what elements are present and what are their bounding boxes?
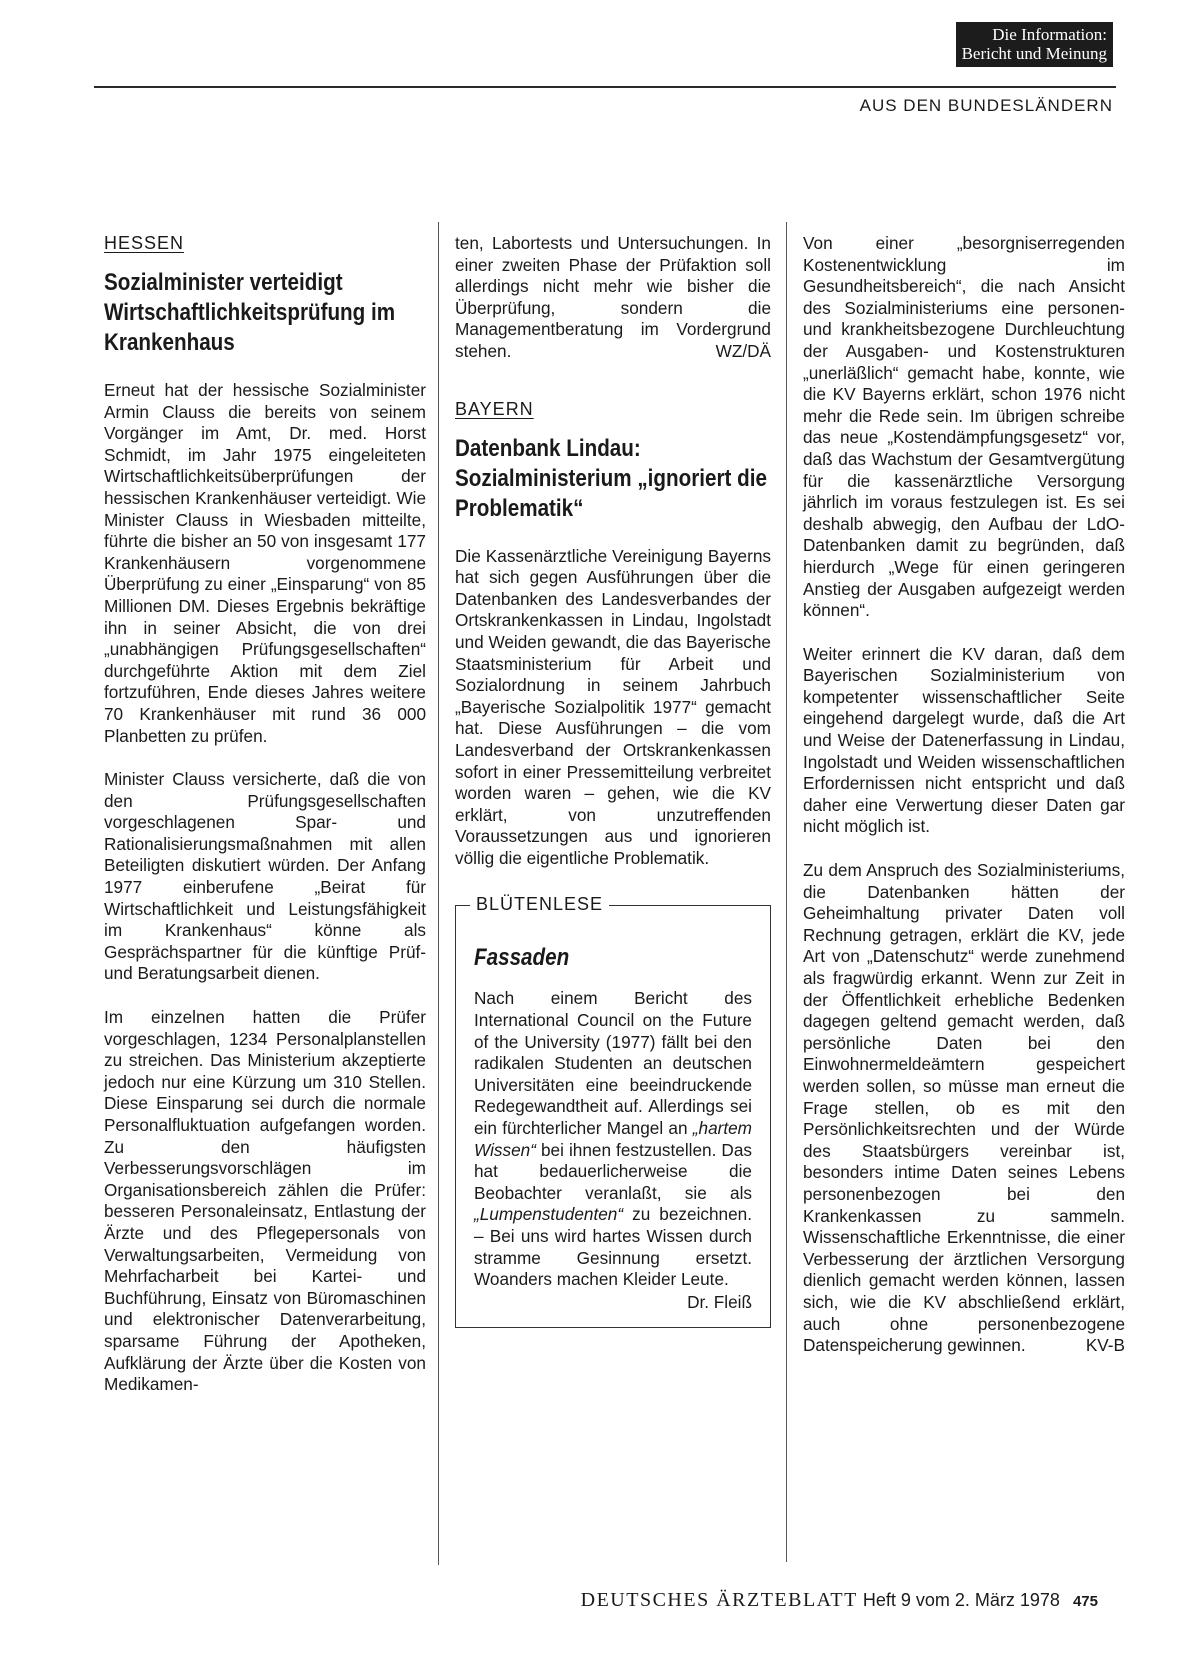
journal-name: DEUTSCHES ÄRZTEBLATT [580, 1589, 858, 1611]
bluetenlese-text [474, 988, 752, 1290]
column-3 [803, 233, 1125, 1379]
bluetenlese-text-part: Nach einem Bericht des International Council on the Future of the University (1977) fällt bei den radikalen Studenten an deutschen Universitäten eine beeindruckende Redegewandtheit auf. Allerdings sei ein fürchterlicher Mangel an [474, 988, 752, 1139]
paragraph [803, 860, 1125, 1357]
region-label-bayern: BAYERN [455, 398, 534, 419]
column-divider [438, 222, 439, 1565]
paragraph: Weiter erinnert die KV daran, daß dem Bayerischen Sozialministerium von kompetenter wissenschaftlicher Seite eingehend dargelegt wurde, daß die Art und Weise der Datenerfassung in Lindau, Ingolstadt und Weiden wissenschaftlichen Erfordernissen nicht entspricht und daß daher eine Verwertung dieser Daten gar nicht möglich ist. [803, 643, 1125, 837]
header-rule [94, 86, 1116, 88]
credit-bayern: KV-B [1085, 1335, 1125, 1356]
bluetenlese-title: Fassaden [474, 944, 570, 972]
page-number: 475 [1072, 1593, 1098, 1610]
column-1 [104, 233, 426, 1418]
paragraph-text: Zu dem Anspruch des Sozialministeriums, die Datenbanken hätten der Geheimhaltung privater Daten voll Rechnung getragen, erklärt die KV, jede Art von „Datenschutz“ werde zunehmend als fragwürdig erkannt. Wenn zur Zeit in der Öffentlichkeit erhebliche Bedenken dagegen geltend gemacht werden, daß persönliche Daten bei den Einwohnermeldeämtern gespeichert werden sollen, so müsse man erneut die Frage stellen, ob es mit den Persönlichkeitsrechten und der Würde des Staatsbürgers vereinbar ist, besonders intime Daten seines Lebens personenbezogen bei den Krankenkassen zu sammeln. Wissenschaftliche Erkenntnisse, die einer Verbesserung der ärztlichen Versorgung dienlich gemacht werden können, lassen sich, wie die KV abschließend erklärt, auch ohne personenbezogene Datenspeicherung gewinnen. [803, 860, 1125, 1356]
bluetenlese-text-part: bei ihnen festzustellen. Das hat bedauerlicherweise die Beobachter veranlaßt, sie als [474, 1139, 752, 1203]
paragraph: Minister Clauss versicherte, daß die von den Prüfungsgesellschaften vorgeschlagenen Spar- und Rationalisierungsmaßnahmen mit allen Beteiligten diskutiert würden. Der Anfang 1977 einberufene „Beirat für Wirtschaftlichkeit und Leistungsfähigkeit im Krankenhaus“ könne als Gesprächspartner für die künftige Prüf- und Beratungsarbeit dienen. [104, 769, 426, 984]
paragraph: Im einzelnen hatten die Prüfer vorgeschlagen, 1234 Personalplanstellen zu streichen. Das Ministerium akzeptierte jedoch nur eine Kürzung um 310 Stellen. Diese Einsparung sei durch die normale Personalfluktuation aufgefangen worden. Zu den häufigsten Verbesserungsvorschlägen im Organisationsbereich zählen die Prüfer: besseren Personaleinsatz, Entlastung der Ärzte und des Pflegepersonals von Verwaltungsarbeiten, Vermeidung von Mehrfacharbeit bei Kartei- und Buchführung, Einsatz von Büromaschinen und elektronischer Datenverarbeitung, sparsame Führung der Apotheken, Aufklärung der Ärzte über die Kosten von Medikamen- [104, 1007, 426, 1395]
region-label-hessen: HESSEN [104, 233, 185, 253]
section-badge-line1: Die Information: [992, 25, 1107, 44]
paragraph: Erneut hat der hessische Sozialminister Armin Clauss die bereits von seinem Vorgänger im Amt, Dr. med. Horst Schmidt, im Jahr 1975 eingeleiteten Wirtschaftlichkeitsüberprüfungen der hessischen Krankenhäuser verteidigt. Wie Minister Clauss in Wiesbaden mitteilte, führte die bisher an 50 von insgesamt 177 Krankenhäusern vorgenommene Überprüfung zu einer „Einsparung“ von 85 Millionen DM. Dieses Ergebnis bekräftige ihn in seiner Absicht, die von drei „unabhängigen Prüfungsgesellschaften“ durchgeführte Aktion mit dem Ziel fortzuführen, Ende dieses Jahres weitere 70 Krankenhäuser mit rund 36 000 Planbetten zu prüfen. [104, 380, 426, 746]
bluetenlese-text-part: zu bezeichnen. – Bei uns wird hartes Wissen durch stramme Gesinnung ersetzt. Woanders machen Kleider Leute. [474, 1204, 752, 1290]
column-2 [455, 233, 771, 1328]
paragraph: Von einer „besorgniserregenden Kostenentwicklung im Gesundheitsbereich“, die nach Ansicht des Sozialministeriums eine personen- und krankheitsbezogene Durchleuchtung der Ausgaben- und Kostenstrukturen „unerläßlich“ gemacht habe, konnte, wie die KV Bayerns erklärt, schon 1976 nicht mehr die Rede sein. Im übrigen schreibe das neue „Kostendämpfungsgesetz“ vor, daß das Wachstum der Gesamtvergütung für die kassenärztliche Versorgung jährlich im voraus festzulegen ist. Es sei deshalb abwegig, den Aufbau der LdO-Datenbanken damit zu begründen, daß hierdurch „Wege für einen geringeren Anstieg der Ausgaben aufgezeigt werden können“. [803, 233, 1125, 621]
section-badge-line2: Bericht und Meinung [961, 44, 1107, 63]
paragraph-continuation [455, 233, 771, 363]
page-footer [581, 1589, 1098, 1612]
bluetenlese-emphasis: „hartem Wissen“ [474, 1118, 752, 1160]
credit-hessen: WZ/DÄ [715, 340, 771, 361]
bluetenlese-label: BLÜTENLESE [470, 894, 609, 915]
bluetenlese-author: Dr. Fleiß [687, 1291, 752, 1312]
headline-hessen: Sozialminister verteidigt Wirtschaftlichkeitsprüfung im Krankenhaus [104, 269, 396, 356]
issue-info: Heft 9 vom 2. März 1978 [862, 1590, 1060, 1610]
paragraph: Die Kassenärztliche Vereinigung Bayerns hat sich gegen Ausführungen über die Datenbanken des Landesverbandes der Ortskrankenkassen in Lindau, Ingolstadt und Weiden gewandt, die das Bayerische Staatsministerium für Arbeit und Sozialordnung in seinem Jahrbuch „Bayerische Sozialpolitik 1977“ gemacht hat. Diese Ausführungen – die vom Landesverband der Ortskrankenkassen sofort in einer Pressemitteilung verbreitet worden waren – gehen, wie die KV erklärt, von unzutreffenden Voraussetzungen aus und ignorieren völlig die eigentliche Problematik. [455, 545, 771, 868]
continuation-text: ten, Labortests und Untersuchungen. In einer zweiten Phase der Prüfaktion soll allerdings nicht mehr wie bisher die Überprüfung, sondern die Managementberatung im Vordergrund stehen. [455, 233, 771, 361]
column-divider [786, 222, 787, 1562]
bluetenlese-emphasis: „Lumpenstudenten“ [474, 1204, 624, 1225]
bluetenlese-box [455, 894, 771, 1327]
section-badge [956, 22, 1113, 67]
headline-bayern: Datenbank Lindau: Sozialministerium „ignoriert die Problematik“ [455, 434, 767, 522]
category-label: AUS DEN BUNDESLÄNDERN [859, 96, 1113, 115]
